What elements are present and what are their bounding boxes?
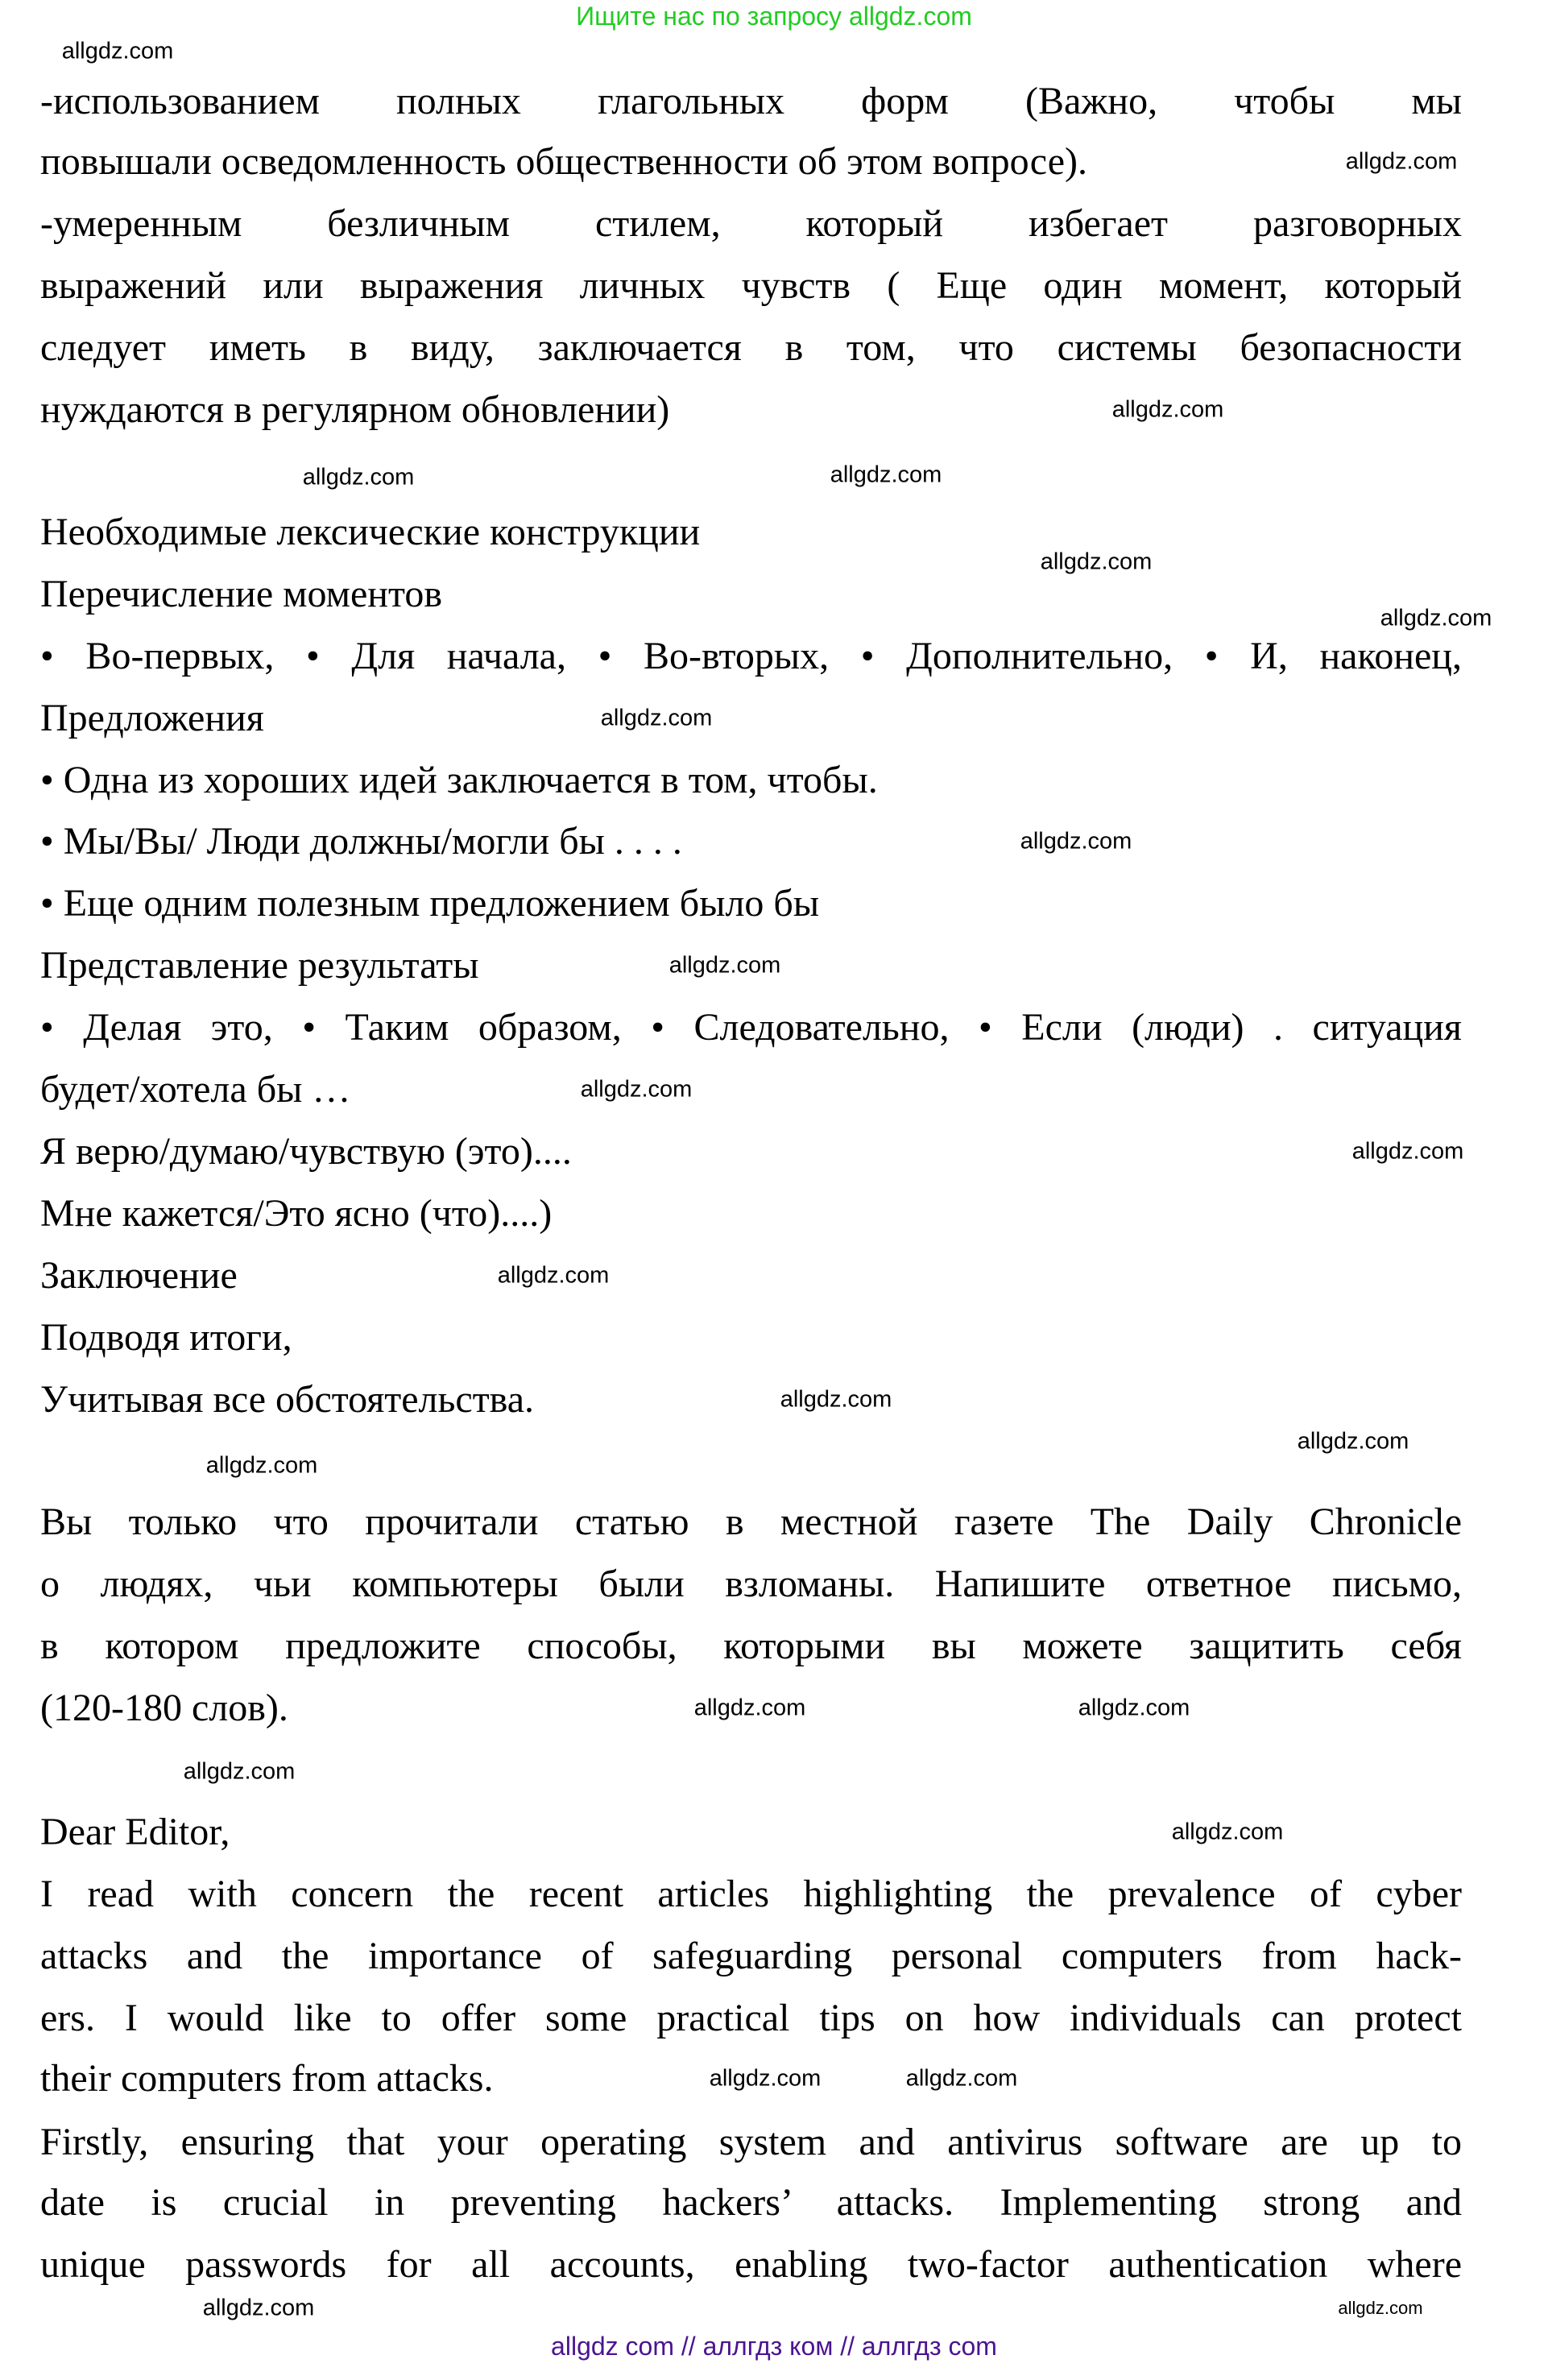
- watermark: allgdz.com: [1380, 605, 1492, 631]
- text-line: выражений или выражения личных чувств ( Еще один момент, который: [40, 264, 1462, 307]
- text-line: • Мы/Вы/ Люди должны/могли бы . . . .: [40, 820, 682, 863]
- text-line: Я верю/думаю/чувствую (это)....: [40, 1130, 572, 1173]
- watermark: allgdz.com: [1338, 2298, 1423, 2318]
- watermark: allgdz.com: [709, 2065, 822, 2092]
- text-line: Учитывая все обстоятельства.: [40, 1378, 535, 1421]
- watermark: allgdz.com: [780, 1386, 892, 1413]
- section-heading: Необходимые лексические конструкции: [40, 511, 701, 553]
- watermark: allgdz.com: [1078, 1695, 1190, 1721]
- watermark: allgdz.com: [1111, 396, 1224, 423]
- text-line: будет/хотела бы …: [40, 1068, 351, 1111]
- watermark: allgdz.com: [1351, 1138, 1464, 1165]
- text-line: Мне кажется/Это ясно (что)....): [40, 1192, 553, 1235]
- watermark: allgdz.com: [1345, 148, 1458, 175]
- watermark: allgdz.com: [1040, 548, 1153, 575]
- watermark: allgdz.com: [580, 1076, 693, 1103]
- watermark: allgdz.com: [693, 1695, 806, 1721]
- text-line: • Одна из хороших идей заключается в том, чтобы.: [40, 759, 878, 801]
- text-line: -использованием полных глагольных форм (Важно, чтобы мы: [40, 80, 1462, 122]
- watermark: allgdz.com: [830, 462, 942, 488]
- watermark: allgdz.com: [1020, 828, 1132, 855]
- letter-line: Firstly, ensuring that your operating system and antivirus software are up to: [40, 2121, 1462, 2163]
- text-line: -умеренным безличным стилем, который избегает разговорных: [40, 202, 1462, 245]
- watermark: allgdz.com: [497, 1262, 610, 1289]
- letter-line: attacks and the importance of safeguarding personal computers from hack-: [40, 1935, 1462, 1977]
- text-line: нуждаются в регулярном обновлении): [40, 388, 670, 431]
- footer-links[interactable]: allgdz com // аллгдз ком // аллгдз com: [551, 2332, 997, 2361]
- text-line: следует иметь в виду, заключается в том, что системы безопасности: [40, 326, 1462, 369]
- text-line: Заключение: [40, 1254, 238, 1297]
- text-line: • Во-первых, • Для начала, • Во-вторых, • Дополнительно, • И, наконец,: [40, 635, 1462, 677]
- watermark: allgdz.com: [668, 952, 781, 979]
- watermark: allgdz.com: [205, 1452, 318, 1479]
- watermark: allgdz.com: [202, 2295, 315, 2321]
- text-line: Подводя итоги,: [40, 1316, 292, 1359]
- watermark: allgdz.com: [600, 705, 713, 731]
- text-line: Предложения: [40, 697, 264, 739]
- watermark: allgdz.com: [905, 2065, 1018, 2092]
- text-line: Перечисление моментов: [40, 573, 442, 615]
- letter-line: I read with concern the recent articles highlighting the prevalence of cyber: [40, 1873, 1462, 1915]
- text-line: • Еще одним полезным предложением было бы: [40, 882, 820, 925]
- task-line: о людях, чьи компьютеры были взломаны. Напишите ответное письмо,: [40, 1563, 1462, 1605]
- task-line: Вы только что прочитали статью в местной газете The Daily Chronicle: [40, 1500, 1462, 1543]
- watermark: allgdz.com: [61, 38, 174, 64]
- text-line: Представление результаты: [40, 944, 479, 987]
- letter-line: ers. I would like to offer some practical tips on how individuals can protect: [40, 1997, 1462, 2039]
- letter-line: date is crucial in preventing hackers’ attacks. Implementing strong and: [40, 2181, 1462, 2224]
- task-line: в котором предложите способы, которыми вы можете защитить себя: [40, 1625, 1462, 1667]
- letter-greeting: Dear Editor,: [40, 1811, 230, 1853]
- text-line: • Делая это, • Таким образом, • Следовательно, • Если (люди) . ситуация: [40, 1006, 1462, 1049]
- watermark: allgdz.com: [1171, 1819, 1284, 1845]
- search-banner[interactable]: Ищите нас по запросу allgdz.com: [576, 2, 972, 31]
- text-line: повышали осведомленность общественности об этом вопросе).: [40, 140, 1087, 183]
- letter-line: unique passwords for all accounts, enabling two-factor authentication where: [40, 2243, 1462, 2286]
- watermark: allgdz.com: [302, 464, 415, 490]
- task-line: (120-180 слов).: [40, 1687, 288, 1729]
- watermark: allgdz.com: [1297, 1428, 1409, 1455]
- watermark: allgdz.com: [183, 1758, 296, 1785]
- letter-line: their computers from attacks.: [40, 2057, 494, 2100]
